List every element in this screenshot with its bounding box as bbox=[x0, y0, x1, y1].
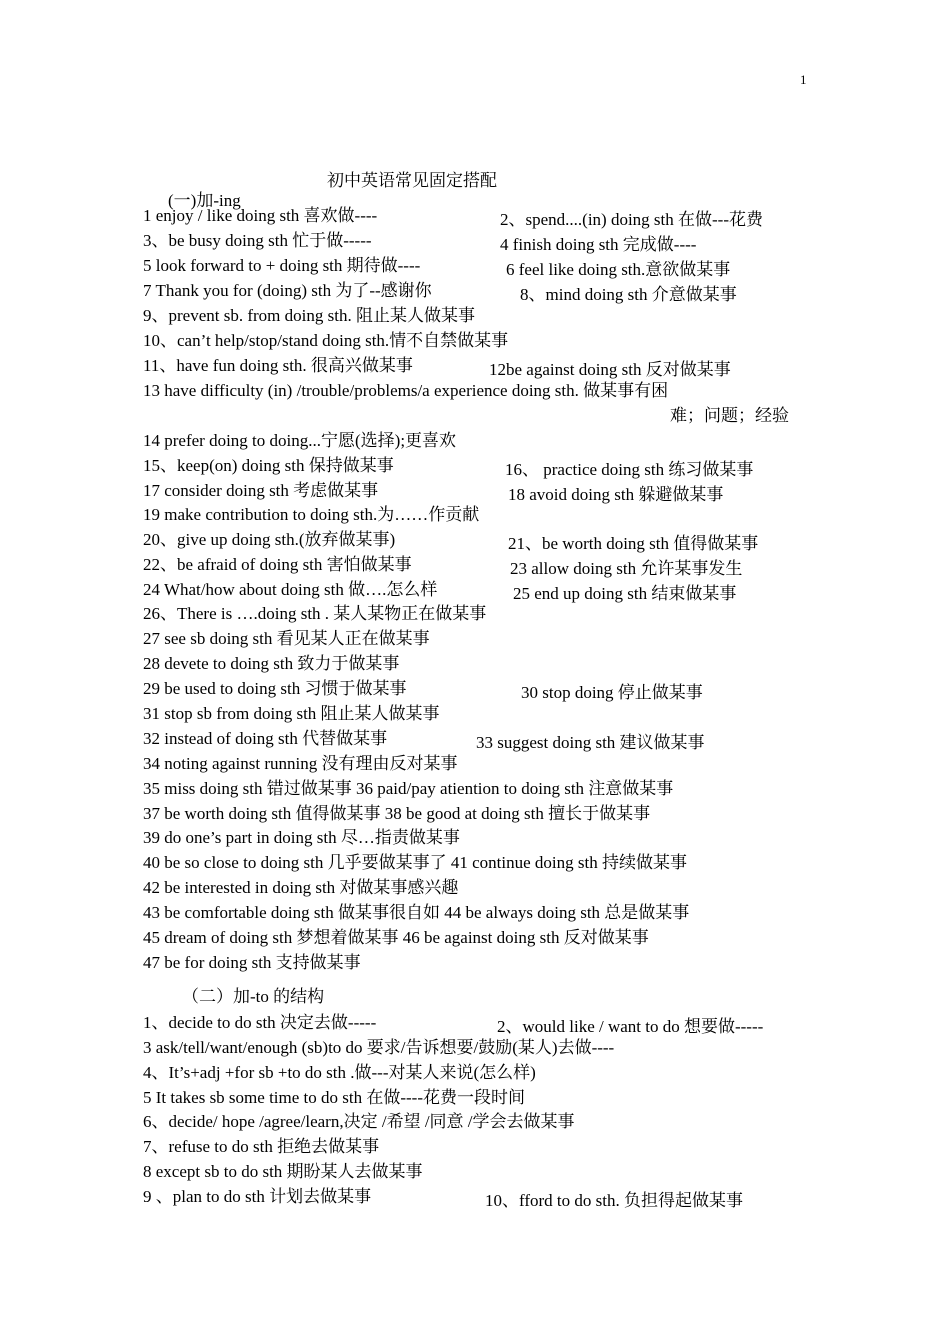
phrase-line: 10、can’t help/stop/stand doing sth.情不自禁做某事 bbox=[143, 331, 509, 350]
phrase-line: 47 be for doing sth 支持做某事 bbox=[143, 953, 361, 972]
phrase-line-col2: 2、would like / want to do 想要做----- bbox=[497, 1017, 764, 1036]
phrase-line: 28 devete to doing sth 致力于做某事 bbox=[143, 654, 400, 673]
phrase-line-col2: 12be against doing sth 反对做某事 bbox=[489, 360, 731, 379]
phrase-line: 26、There is ….doing sth . 某人某物正在做某事 bbox=[143, 604, 487, 623]
phrase-line: 1、decide to do sth 决定去做----- bbox=[143, 1013, 377, 1032]
phrase-line: 3 ask/tell/want/enough (sb)to do 要求/告诉想要/鼓励(某人)去做---- bbox=[143, 1038, 615, 1057]
phrase-line-col2: 30 stop doing 停止做某事 bbox=[521, 683, 703, 702]
phrase-line-col2: 18 avoid doing sth 躲避做某事 bbox=[508, 485, 724, 504]
phrase-line: 6、decide/ hope /agree/learn,决定 /希望 /同意 /学会去做某事 bbox=[143, 1112, 575, 1131]
section-heading-ing: (一)加-ing bbox=[168, 191, 241, 210]
phrase-line: 9 、plan to do sth 计划去做某事 bbox=[143, 1187, 372, 1206]
phrase-line: 9、prevent sb. from doing sth. 阻止某人做某事 bbox=[143, 306, 475, 325]
phrase-line: 29 be used to doing sth 习惯于做某事 bbox=[143, 679, 407, 698]
phrase-line: 5 It takes sb some time to do sth 在做----花费一段时间 bbox=[143, 1088, 525, 1107]
phrase-line-col2: 6 feel like doing sth.意欲做某事 bbox=[506, 260, 731, 279]
section-heading-to: （二）加-to 的结构 bbox=[182, 987, 325, 1006]
phrase-line: 20、give up doing sth.(放弃做某事) bbox=[143, 530, 396, 549]
phrase-line: 27 see sb doing sth 看见某人正在做某事 bbox=[143, 629, 430, 648]
phrase-line: 32 instead of doing sth 代替做某事 bbox=[143, 729, 388, 748]
phrase-line: 39 do one’s part in doing sth 尽…指责做某事 bbox=[143, 828, 460, 847]
phrase-line-col2: 10、fford to do sth. 负担得起做某事 bbox=[485, 1191, 743, 1210]
phrase-line-col2: 4 finish doing sth 完成做---- bbox=[500, 235, 697, 254]
phrase-line: 17 consider doing sth 考虑做某事 bbox=[143, 481, 379, 500]
phrase-line-col2: 21、be worth doing sth 值得做某事 bbox=[508, 534, 759, 553]
phrase-line: 43 be comfortable doing sth 做某事很自如 44 be always doing sth 总是做某事 bbox=[143, 903, 690, 922]
phrase-line: 1 enjoy / like doing sth 喜欢做---- bbox=[143, 206, 378, 225]
phrase-line: 31 stop sb from doing sth 阻止某人做某事 bbox=[143, 704, 440, 723]
phrase-line: 35 miss doing sth 错过做某事 36 paid/pay atiention to doing sth 注意做某事 bbox=[143, 779, 674, 798]
phrase-line-col2: 23 allow doing sth 允许某事发生 bbox=[510, 559, 743, 578]
phrase-line: 7、refuse to do sth 拒绝去做某事 bbox=[143, 1137, 380, 1156]
phrase-line: 5 look forward to + doing sth 期待做---- bbox=[143, 256, 421, 275]
phrase-line: 7 Thank you for (doing) sth 为了--感谢你 bbox=[143, 281, 432, 300]
phrase-line-col2: 2、spend....(in) doing sth 在做---花费 bbox=[500, 210, 764, 229]
phrase-line: 34 noting against running 没有理由反对某事 bbox=[143, 754, 458, 773]
phrase-line: 3、be busy doing sth 忙于做----- bbox=[143, 231, 372, 250]
phrase-line: 难；问题；经验 bbox=[670, 406, 789, 425]
phrase-line-col2: 33 suggest doing sth 建议做某事 bbox=[476, 733, 705, 752]
phrase-line-col2: 25 end up doing sth 结束做某事 bbox=[513, 584, 737, 603]
document-title: 初中英语常见固定搭配 bbox=[327, 171, 497, 190]
phrase-line: 22、be afraid of doing sth 害怕做某事 bbox=[143, 555, 412, 574]
phrase-line: 11、have fun doing sth. 很高兴做某事 bbox=[143, 356, 413, 375]
phrase-line: 4、It’s+adj +for sb +to do sth .做---对某人来说(怎么样) bbox=[143, 1063, 536, 1082]
phrase-line: 40 be so close to doing sth 几乎要做某事了 41 continue doing sth 持续做某事 bbox=[143, 853, 687, 872]
phrase-line: 15、keep(on) doing sth 保持做某事 bbox=[143, 456, 394, 475]
phrase-line: 45 dream of doing sth 梦想着做某事 46 be against doing sth 反对做某事 bbox=[143, 928, 649, 947]
phrase-line: 42 be interested in doing sth 对做某事感兴趣 bbox=[143, 878, 459, 897]
phrase-line: 37 be worth doing sth 值得做某事 38 be good at doing sth 擅长于做某事 bbox=[143, 804, 651, 823]
phrase-line: 8 except sb to do sth 期盼某人去做某事 bbox=[143, 1162, 423, 1181]
phrase-line: 24 What/how about doing sth 做….怎么样 bbox=[143, 580, 438, 599]
phrase-line: 13 have difficulty (in) /trouble/problems/a experience doing sth. 做某事有困 bbox=[143, 381, 669, 400]
phrase-line: 14 prefer doing to doing...宁愿(选择);更喜欢 bbox=[143, 431, 457, 450]
phrase-line-col2: 16、 practice doing sth 练习做某事 bbox=[505, 460, 754, 479]
page-number: 1 bbox=[800, 72, 807, 87]
phrase-line: 19 make contribution to doing sth.为……作贡献 bbox=[143, 505, 480, 524]
phrase-line-col2: 8、mind doing sth 介意做某事 bbox=[520, 285, 737, 304]
